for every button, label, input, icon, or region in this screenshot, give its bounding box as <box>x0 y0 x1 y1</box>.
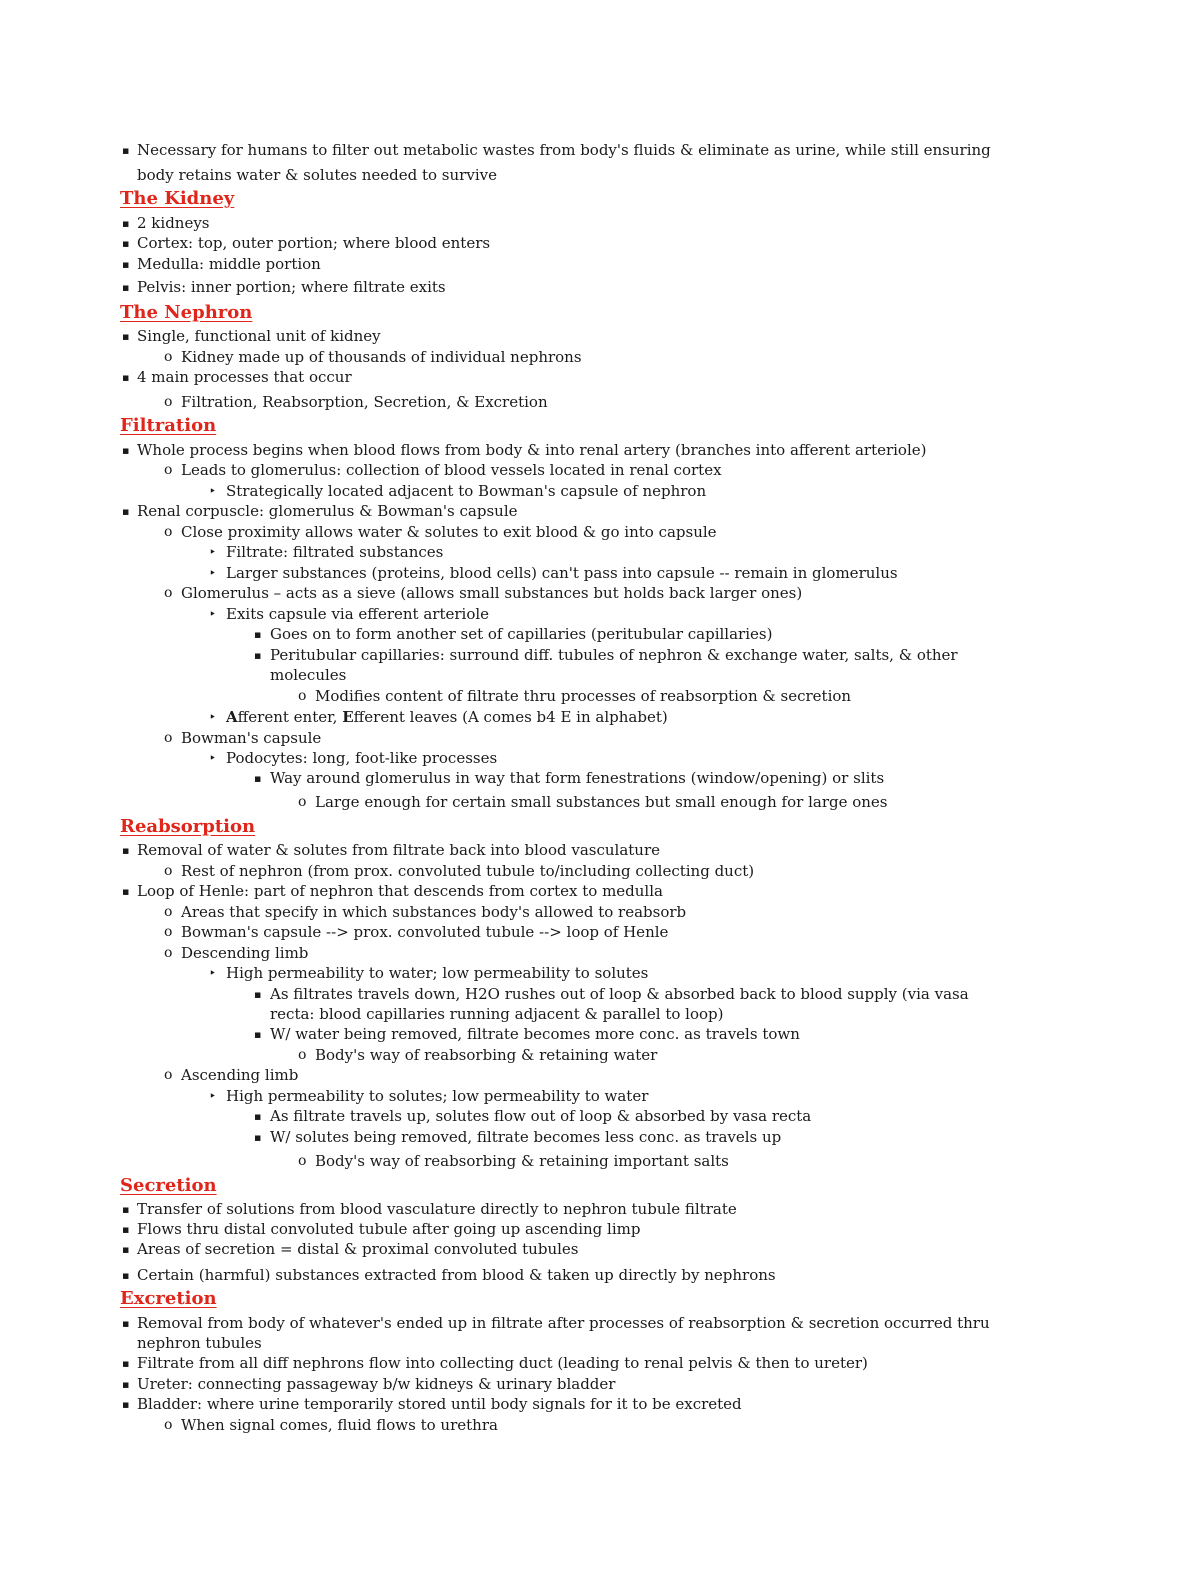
bullet-square-icon <box>122 278 129 298</box>
bullet-square-icon <box>254 646 261 666</box>
bullet-square-icon <box>122 368 129 388</box>
heading-kidney: The Kidney <box>120 188 235 209</box>
list-item: Larger substances (proteins, blood cells) can't pass into capsule -- remain in glomerulus <box>226 564 898 582</box>
bullet-square-icon <box>254 1128 261 1148</box>
list-item: Areas that specify in which substances body's allowed to reabsorb <box>181 903 687 921</box>
list-item: Goes on to form another set of capillaries (peritubular capillaries) <box>270 625 773 643</box>
list-item: When signal comes, fluid flows to urethra <box>181 1416 498 1434</box>
list-item: High permeability to water; low permeability to solutes <box>226 964 649 982</box>
list-item: Cortex: top, outer portion; where blood enters <box>137 234 491 252</box>
list-item: recta: blood capillaries running adjacent & parallel to loop) <box>270 1005 724 1023</box>
bullet-square-icon <box>122 441 129 461</box>
bullet-square-icon <box>254 985 261 1005</box>
bullet-circle-icon <box>164 902 172 923</box>
list-item: Ureter: connecting passageway b/w kidneys & urinary bladder <box>137 1375 616 1393</box>
list-item: Bladder: where urine temporarily stored until body signals for it to be excreted <box>137 1395 742 1413</box>
intro-line: Necessary for humans to filter out metabolic wastes from body's fluids & eliminate as urine, while still ensuring <box>137 141 991 159</box>
list-item: Large enough for certain small substances but small enough for large ones <box>315 793 888 811</box>
list-item: Body's way of reabsorbing & retaining water <box>315 1046 658 1064</box>
list-item: 4 main processes that occur <box>137 368 352 386</box>
bullet-square-icon <box>122 1200 129 1220</box>
list-item: Peritubular capillaries: surround diff. tubules of nephron & exchange water, salts, & other <box>270 646 958 664</box>
bullet-square-icon <box>122 327 129 347</box>
list-item: W/ water being removed, filtrate becomes more conc. as travels town <box>270 1025 800 1043</box>
list-item: Exits capsule via efferent arteriole <box>226 605 490 623</box>
list-item: Leads to glomerulus: collection of blood vessels located in renal cortex <box>181 461 722 479</box>
list-item: Renal corpuscle: glomerulus & Bowman's capsule <box>137 502 518 520</box>
bullet-arrow-icon <box>209 604 216 625</box>
list-item: Ascending limb <box>181 1066 299 1084</box>
list-item: 2 kidneys <box>137 214 210 232</box>
bullet-square-icon <box>122 234 129 254</box>
bullet-circle-icon <box>164 583 172 604</box>
bullet-square-icon <box>122 1354 129 1374</box>
heading-excretion: Excretion <box>120 1288 217 1309</box>
bullet-circle-icon <box>164 347 172 368</box>
bullet-square-icon <box>122 1220 129 1240</box>
bullet-arrow-icon <box>209 963 216 984</box>
list-item: nephron tubules <box>137 1334 262 1352</box>
mnemonic-letter-e: E <box>342 708 354 726</box>
list-item: Rest of nephron (from prox. convoluted tubule to/including collecting duct) <box>181 862 755 880</box>
list-item <box>226 707 668 727</box>
list-item: Pelvis: inner portion; where filtrate exits <box>137 278 446 296</box>
heading-reabsorption: Reabsorption <box>120 816 256 837</box>
list-item: Filtrate from all diff nephrons flow into collecting duct (leading to renal pelvis & then to ureter) <box>137 1354 868 1372</box>
bullet-circle-icon <box>164 922 172 943</box>
list-item: W/ solutes being removed, filtrate becomes less conc. as travels up <box>270 1128 782 1146</box>
list-item: Filtration, Reabsorption, Secretion, & Excretion <box>181 393 548 411</box>
list-item: Podocytes: long, foot-like processes <box>226 749 498 767</box>
bullet-square-icon <box>254 1107 261 1127</box>
bullet-circle-icon <box>298 1151 306 1172</box>
heading-filtration: Filtration <box>120 415 217 436</box>
list-item: Filtrate: filtrated substances <box>226 543 444 561</box>
bullet-arrow-icon <box>209 748 216 769</box>
list-item: Removal from body of whatever's ended up in filtrate after processes of reabsorption & secretion occurred thru <box>137 1314 990 1332</box>
list-item: Loop of Henle: part of nephron that descends from cortex to medulla <box>137 882 663 900</box>
bullet-square-icon <box>122 1266 129 1286</box>
bullet-square-icon <box>122 502 129 522</box>
list-item: Flows thru distal convoluted tubule after going up ascending limp <box>137 1220 641 1238</box>
bullet-circle-icon <box>298 686 306 707</box>
list-item: Whole process begins when blood flows from body & into renal artery (branches into afferent arteriole) <box>137 441 927 459</box>
list-item: Areas of secretion = distal & proximal convoluted tubules <box>137 1240 579 1258</box>
bullet-circle-icon <box>164 460 172 481</box>
list-item: Strategically located adjacent to Bowman's capsule of nephron <box>226 482 707 500</box>
bullet-circle-icon <box>164 1065 172 1086</box>
bullet-square-icon <box>122 214 129 234</box>
bullet-circle-icon <box>164 1415 172 1436</box>
bullet-circle-icon <box>164 522 172 543</box>
bullet-circle-icon <box>164 392 172 413</box>
bullet-circle-icon <box>164 861 172 882</box>
list-item: Removal of water & solutes from filtrate back into blood vasculature <box>137 841 660 859</box>
bullet-square-icon <box>122 841 129 861</box>
bullet-arrow-icon <box>209 707 216 728</box>
list-item: As filtrate travels up, solutes flow out of loop & absorbed by vasa recta <box>270 1107 812 1125</box>
bullet-circle-icon <box>164 728 172 749</box>
bullet-square-icon <box>122 1395 129 1415</box>
bullet-square-icon <box>122 255 129 275</box>
bullet-arrow-icon <box>209 563 216 584</box>
list-item: Medulla: middle portion <box>137 255 321 273</box>
list-item: Kidney made up of thousands of individual nephrons <box>181 348 582 366</box>
bullet-square-icon <box>254 625 261 645</box>
list-item: Bowman's capsule <box>181 729 322 747</box>
heading-nephron: The Nephron <box>120 302 253 323</box>
bullet-square-icon <box>254 1025 261 1045</box>
list-item: Body's way of reabsorbing & retaining important salts <box>315 1152 729 1170</box>
list-item: Bowman's capsule --> prox. convoluted tubule --> loop of Henle <box>181 923 669 941</box>
mnemonic-text: fferent leaves (A comes b4 E in alphabet) <box>353 708 668 726</box>
list-item: Certain (harmful) substances extracted from blood & taken up directly by nephrons <box>137 1266 776 1284</box>
intro-line: body retains water & solutes needed to survive <box>137 166 497 184</box>
bullet-square-icon <box>254 769 261 789</box>
bullet-arrow-icon <box>209 542 216 563</box>
list-item: Descending limb <box>181 944 309 962</box>
list-item: Close proximity allows water & solutes to exit blood & go into capsule <box>181 523 717 541</box>
list-item: Way around glomerulus in way that form fenestrations (window/opening) or slits <box>270 769 885 787</box>
list-item: High permeability to solutes; low permeability to water <box>226 1087 649 1105</box>
bullet-arrow-icon <box>209 481 216 502</box>
list-item: Transfer of solutions from blood vasculature directly to nephron tubule filtrate <box>137 1200 737 1218</box>
bullet-square-icon <box>122 1314 129 1334</box>
list-item: As filtrates travels down, H2O rushes out of loop & absorbed back to blood supply (via vasa <box>270 985 969 1003</box>
bullet-square-icon <box>122 141 129 161</box>
bullet-square-icon <box>122 1375 129 1395</box>
heading-secretion: Secretion <box>120 1175 217 1196</box>
bullet-square-icon <box>122 1240 129 1260</box>
bullet-square-icon <box>122 882 129 902</box>
list-item: molecules <box>270 666 347 684</box>
list-item: Single, functional unit of kidney <box>137 327 381 345</box>
bullet-circle-icon <box>298 792 306 813</box>
bullet-circle-icon <box>164 943 172 964</box>
list-item: Modifies content of filtrate thru processes of reabsorption & secretion <box>315 687 852 705</box>
bullet-circle-icon <box>298 1045 306 1066</box>
list-item: Glomerulus – acts as a sieve (allows small substances but holds back larger ones) <box>181 584 803 602</box>
bullet-arrow-icon <box>209 1086 216 1107</box>
mnemonic-text: fferent enter, <box>237 708 343 726</box>
mnemonic-letter-a: A <box>226 708 238 726</box>
